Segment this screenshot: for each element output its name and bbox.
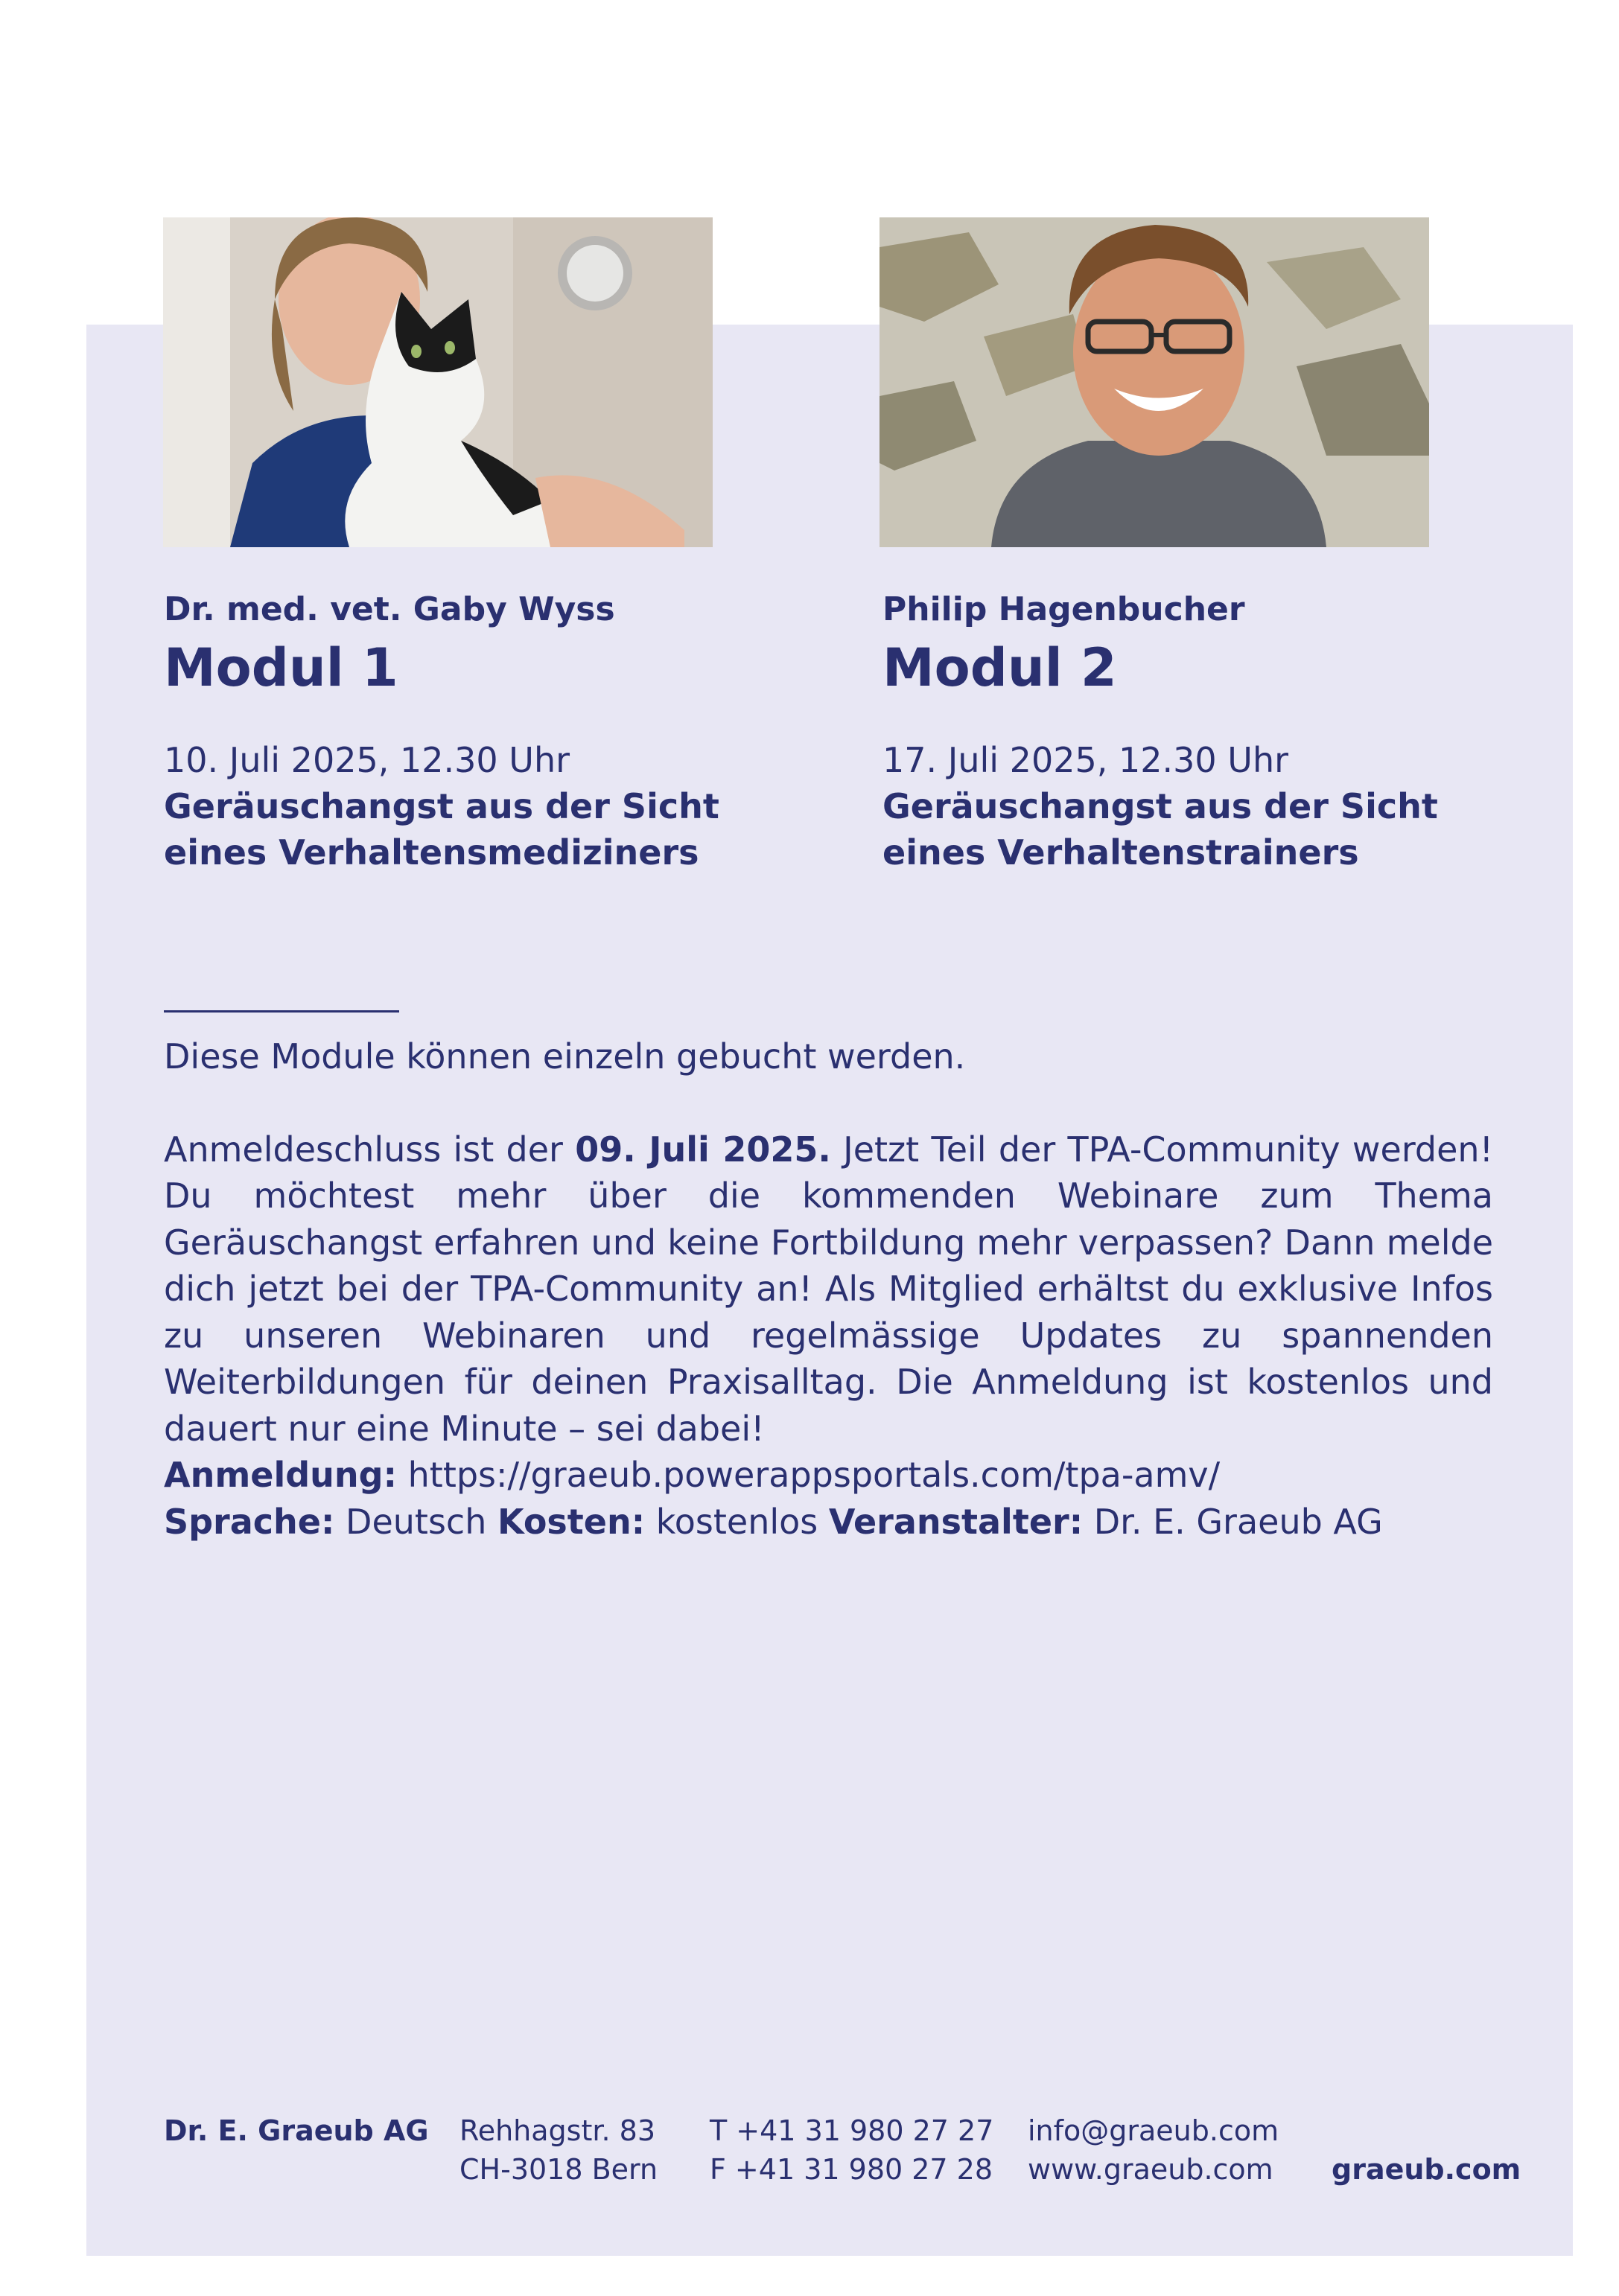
- module-1-block: [164, 588, 819, 876]
- deadline-date: 09. Juli 2025.: [575, 1129, 831, 1170]
- module-2-topic-line-2: eines Verhaltenstrainers: [882, 832, 1359, 873]
- registration-link[interactable]: https://graeub.powerappsportals.com/tpa-amv/: [407, 1455, 1221, 1495]
- footer-contact-block: [1028, 2111, 1279, 2189]
- footer-brand[interactable]: graeub.com: [1332, 2153, 1521, 2186]
- footer-email[interactable]: info@graeub.com: [1028, 2114, 1279, 2147]
- module-2-date: 17. Juli 2025, 12.30 Uhr: [882, 740, 1289, 780]
- module-2-speaker: Philip Hagenbucher: [882, 590, 1245, 628]
- speaker-photo-gaby-wyss: [163, 217, 713, 547]
- speaker-photo-philip-hagenbucher: [880, 217, 1429, 547]
- details-line: [164, 1499, 1493, 1546]
- module-1-title: Modul 1: [164, 637, 398, 698]
- footer-address: [459, 2111, 658, 2189]
- module-1-topic-line-1: Geräuschangst aus der Sicht: [164, 786, 719, 826]
- language-label: Sprache:: [164, 1501, 335, 1542]
- booking-note: Diese Module können einzeln gebucht werden.: [164, 1036, 966, 1077]
- footer-company: Dr. E. Graeub AG: [164, 2114, 429, 2147]
- module-2-block: [882, 588, 1538, 876]
- footer-web[interactable]: www.graeub.com: [1028, 2153, 1273, 2186]
- deadline-prefix: Anmeldeschluss ist der: [164, 1129, 563, 1170]
- deadline-paragraph: [164, 1126, 1493, 1452]
- community-invitation: Jetzt Teil der TPA-Community werden! Du möchtest mehr über die kommenden Webinare zum Thema Geräuschangst erfahren und keine Fortbildung mehr verpassen? Dann melde dich jetzt bei der TPA-Community an! Als Mitglied erhältst du exklusive Infos zu unseren Webinaren und regelmässige Updates zu spannenden Weiterbildungen für deinen Praxisalltag. Die Anmeldung ist kostenlos und dauert nur eine Minute – sei dabei!: [164, 1129, 1494, 1449]
- footer-phone: T +41 31 980 27 27: [710, 2114, 994, 2147]
- cost-label: Kosten:: [497, 1501, 646, 1542]
- info-section: [164, 1033, 1493, 1545]
- module-2-title: Modul 2: [882, 637, 1117, 698]
- module-2-topic-line-1: Geräuschangst aus der Sicht: [882, 786, 1438, 826]
- footer-city: CH-3018 Bern: [459, 2153, 658, 2186]
- footer-fax: F +41 31 980 27 28: [710, 2153, 993, 2186]
- footer-street: Rehhagstr. 83: [459, 2114, 655, 2147]
- organizer-value: Dr. E. Graeub AG: [1093, 1501, 1383, 1542]
- footer-phone-block: [710, 2111, 993, 2189]
- module-1-date: 10. Juli 2025, 12.30 Uhr: [164, 740, 570, 780]
- registration-label: Anmeldung:: [164, 1455, 397, 1495]
- cost-value: kostenlos: [655, 1501, 818, 1542]
- module-1-speaker: Dr. med. vet. Gaby Wyss: [164, 590, 615, 628]
- organizer-label: Veranstalter:: [828, 1501, 1084, 1542]
- language-value: Deutsch: [346, 1501, 487, 1542]
- registration-line: [164, 1452, 1493, 1499]
- module-1-topic-line-2: eines Verhaltensmediziners: [164, 832, 699, 873]
- section-divider: [164, 1010, 399, 1013]
